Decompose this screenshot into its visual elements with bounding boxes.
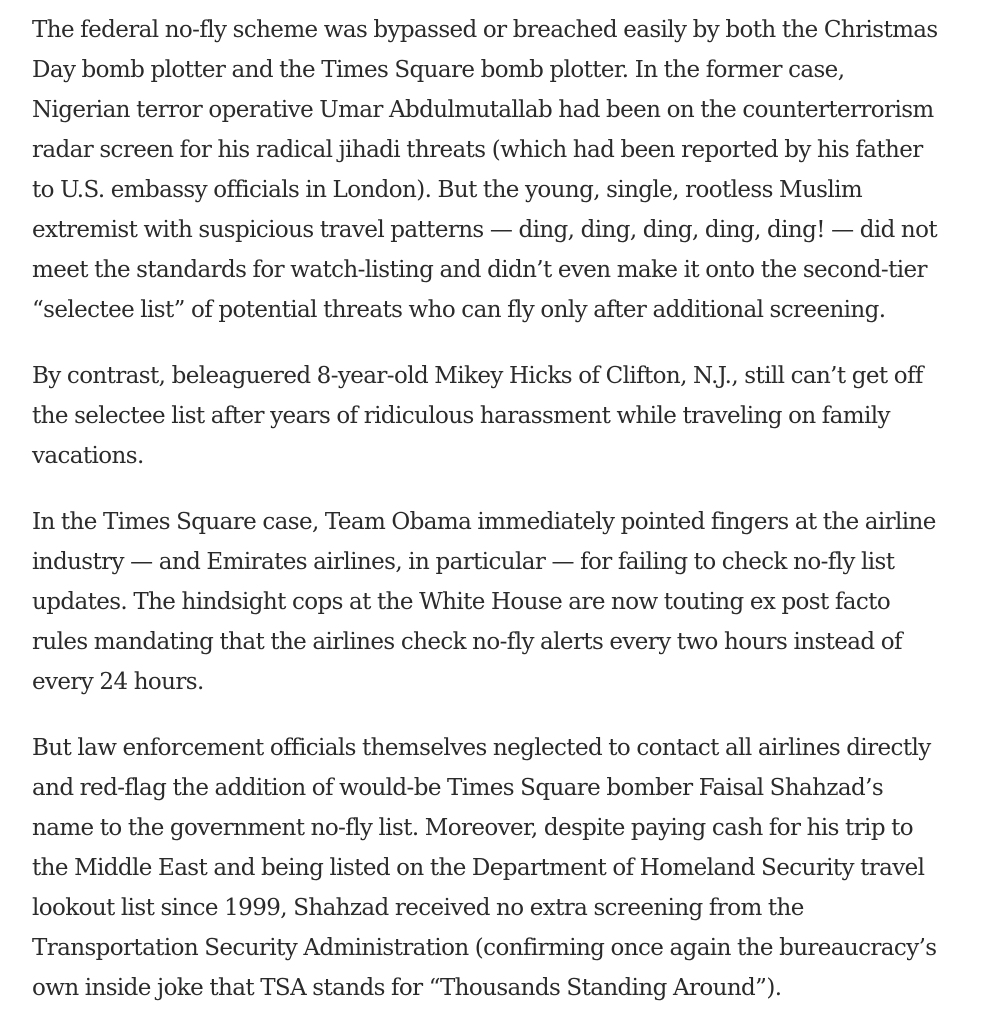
paragraph-4	[32, 728, 977, 1008]
text-line: the selectee list after years of ridiculous harassment while traveling on family	[32, 403, 890, 429]
paragraph-2	[32, 356, 977, 476]
text-line: and red-flag the addition of would-be Times Square bomber Faisal Shahzad’s	[32, 775, 884, 801]
text-line: the Middle East and being listed on the Department of Homeland Security travel	[32, 855, 925, 881]
text-line: In the Times Square case, Team Obama immediately pointed fingers at the airline	[32, 509, 936, 535]
text-line: The federal no-fly scheme was bypassed or breached easily by both the Christmas	[32, 17, 938, 43]
text-line: rules mandating that the airlines check no-fly alerts every two hours instead of	[32, 629, 902, 655]
text-line: lookout list since 1999, Shahzad received no extra screening from the	[32, 895, 804, 921]
text-line: updates. The hindsight cops at the White House are now touting ex post facto	[32, 589, 891, 615]
article-body	[32, 10, 977, 1034]
text-line: meet the standards for watch-listing and didn’t even make it onto the second-tier	[32, 257, 927, 283]
text-line: extremist with suspicious travel patterns — ding, ding, ding, ding, ding! — did not	[32, 217, 938, 243]
text-line: But law enforcement officials themselves neglected to contact all airlines directly	[32, 735, 931, 761]
text-line: Transportation Security Administration (confirming once again the bureaucracy’s	[32, 935, 937, 961]
text-line: Day bomb plotter and the Times Square bomb plotter. In the former case,	[32, 57, 845, 83]
text-line: own inside joke that TSA stands for “Thousands Standing Around”).	[32, 975, 782, 1001]
text-line: Nigerian terror operative Umar Abdulmutallab had been on the counterterrorism	[32, 97, 934, 123]
paragraph-1	[32, 10, 977, 330]
text-line: vacations.	[32, 443, 144, 469]
text-line: industry — and Emirates airlines, in particular — for failing to check no-fly list	[32, 549, 895, 575]
text-line: “selectee list” of potential threats who can fly only after additional screening.	[32, 297, 886, 323]
paragraph-3	[32, 502, 977, 702]
text-line: to U.S. embassy officials in London). But the young, single, rootless Muslim	[32, 177, 863, 203]
text-line: By contrast, beleaguered 8-year-old Mikey Hicks of Clifton, N.J., still can’t get off	[32, 363, 923, 389]
text-line: radar screen for his radical jihadi threats (which had been reported by his father	[32, 137, 923, 163]
text-line: every 24 hours.	[32, 669, 204, 695]
text-line: name to the government no-fly list. Moreover, despite paying cash for his trip to	[32, 815, 914, 841]
